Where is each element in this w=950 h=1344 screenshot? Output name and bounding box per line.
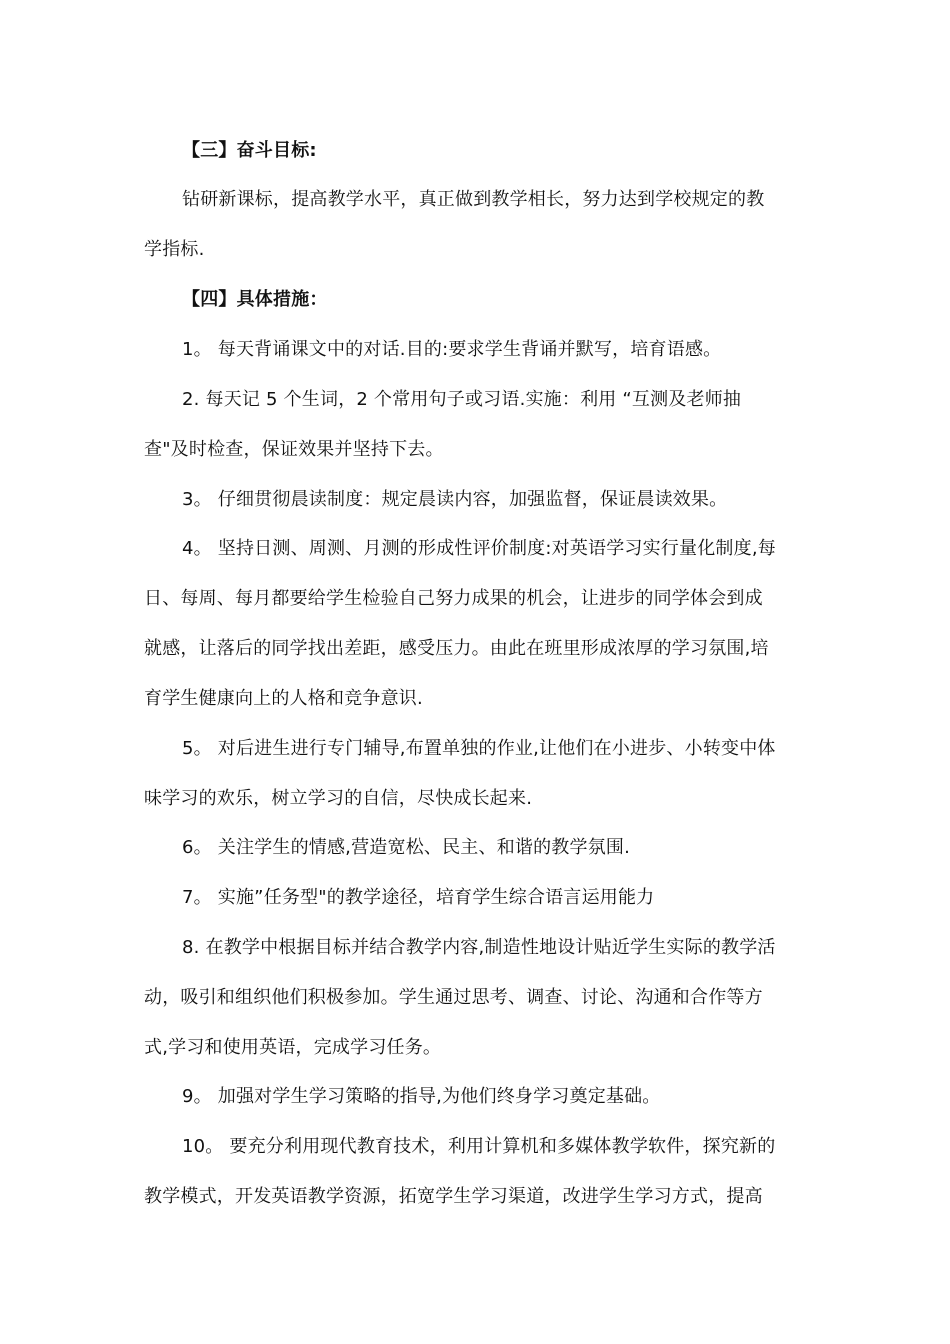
measure-item-4: 4。 坚持日测、周测、月测的形成性评价制度:对英语学习实行量化制度,每 [182,538,776,559]
goal-paragraph-line: 钻研新课标，提高教学水平，真正做到教学相长，努力达到学校规定的教 [182,189,765,210]
goal-paragraph-line: 学指标. [144,239,205,260]
measure-item-6: 6。 关注学生的情感,营造宽松、民主、和谐的教学氛围. [182,837,631,858]
measure-item-7: 7。 实施”任务型"的教学途径，培育学生综合语言运用能力 [182,887,655,908]
section-heading-measures: 【四】具体措施： [182,289,328,310]
measure-item-8-cont: 动，吸引和组织他们积极参加。学生通过思考、调查、讨论、沟通和合作等方 [144,987,763,1008]
measure-item-4-cont: 育学生健康向上的人格和竞争意识. [144,688,423,709]
measure-item-10: 10。 要充分利用现代教育技术，利用计算机和多媒体教学软件，探究新的 [182,1136,776,1157]
measure-item-5: 5。 对后进生进行专门辅导,布置单独的作业,让他们在小进步、小转变中体 [182,738,776,759]
measure-item-4-cont: 日、每周、每月都要给学生检验自己努力成果的机会，让进步的同学体会到成 [144,588,763,609]
measure-item-8-cont: 式,学习和使用英语，完成学习任务。 [144,1037,442,1058]
measure-item-2-cont: 查"及时检查，保证效果并坚持下去。 [144,439,444,460]
measure-item-9: 9。 加强对学生学习策略的指导,为他们终身学习奠定基础。 [182,1086,661,1107]
measure-item-5-cont: 味学习的欢乐，树立学习的自信，尽快成长起来. [144,788,533,809]
measure-item-8: 8. 在教学中根据目标并结合教学内容,制造性地设计贴近学生实际的教学活 [182,937,776,958]
measure-item-10-cont: 教学模式，开发英语教学资源，拓宽学生学习渠道，改进学生学习方式，提高 [144,1186,763,1207]
measure-item-4-cont: 就感，让落后的同学找出差距，感受压力。由此在班里形成浓厚的学习氛围,培 [144,638,769,659]
measure-item-1: 1。 每天背诵课文中的对话.目的:要求学生背诵并默写，培育语感。 [182,339,722,360]
section-heading-goal: 【三】奋斗目标: [182,140,317,161]
measure-item-3: 3。 仔细贯彻晨读制度：规定晨读内容，加强监督，保证晨读效果。 [182,489,728,510]
measure-item-2: 2. 每天记 5 个生词，2 个常用句子或习语.实施：利用 “互测及老师抽 [182,389,742,410]
